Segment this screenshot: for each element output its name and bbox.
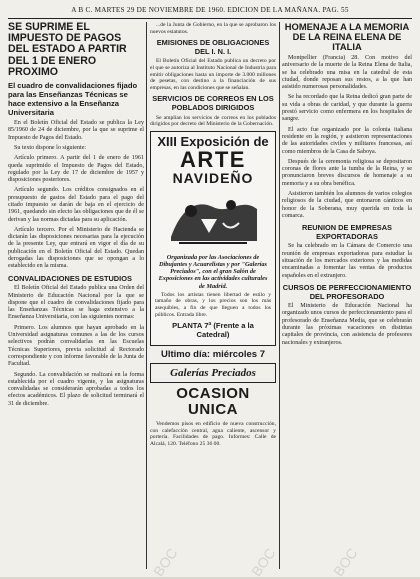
article-paragraph: El Boletín Oficial del Estado publica un decreto por el que se autoriza al Instituto Nacional de Industria para emitir obligaciones hasta un importe de 3.000 millones de pesetas, con destino a la financiación de sus empresas, en las condiciones que se señalan. xyxy=(150,58,276,91)
article-paragraph: Artículo tercero. Por el Ministerio de Hacienda se dictarán las disposiciones necesarias para la ejecución de la presente Ley, que entrará en vigor el día de su publicación en el Boletín Oficial del Estado. Quedan derogadas las disposiciones que se opongan a lo establecido en la misma. xyxy=(8,226,144,270)
running-head: A B C. MARTES 29 DE NOVIEMBRE DE 1960. EDICION DE LA MAÑANA. PAG. 55 xyxy=(71,6,349,14)
ad-title-arte: ARTE xyxy=(180,146,246,172)
article-paragraph: El Boletín Oficial del Estado publica una Orden del Ministerio de Educación Nacional por la que se dispone que el cuadro de convalidaciones fijado para las Enseñanzas Técnicas se haga extensivo a la Enseñanza Universitaria, con las siguientes normas: xyxy=(8,285,144,321)
archive-watermark: BOC xyxy=(248,545,279,579)
galerias-preciados-logo: Galerías Preciados xyxy=(150,363,276,383)
headline-impuesto: SE SUPRIME EL IMPUESTO DE PAGOS DEL ESTADO A PARTIR DEL 1 DE ENERO PROXIMO xyxy=(8,22,127,78)
headline-reina-elena: HOMENAJE A LA MEMORIA DE LA REINA ELENA DE ITALIA xyxy=(284,22,410,52)
article-paragraph: El Ministerio de Educación Nacional ha organizado unos cursos de perfeccionamiento para el profesorado de Enseñanza Media, que se celebrarán durante las próximas vacaciones en distintas capitales de provincia, con asistencia de profesores nacionales y extranjeros. xyxy=(282,303,412,346)
section-title-correos: SERVICIOS DE CORREOS EN LOS POBLADOS DIRIGIDOS xyxy=(152,94,274,112)
column-3 xyxy=(282,22,412,571)
article-paragraph: Se amplían los servicios de correos en los poblados dirigidos por decreto del Ministerio de la Gobernación. xyxy=(150,114,276,128)
column-2 xyxy=(150,22,276,571)
article-paragraph: En el Boletín Oficial del Estado se publica la Ley 85/1960 de 24 de diciembre, por la que se suprime el Impuesto de Pagos del Estado. xyxy=(8,120,144,141)
ad-title-navideno: NAVIDEÑO xyxy=(172,169,254,186)
article-paragraph: Artículo primero. A partir del 1 de enero de 1961 queda suprimido el Impuesto de Pagos del Estado, regulado por la Ley de 17 de diciembre de 1957 y disposiciones posteriores. xyxy=(8,155,144,184)
article-paragraph: Se ha recordado que la Reina dedicó gran parte de su vida a obras de caridad, y que durante la guerra prestó servicio como enfermera en los hospitales de sangre. xyxy=(282,94,412,123)
article-paragraph: Su texto dispone lo siguiente: xyxy=(14,144,87,151)
column-1 xyxy=(8,22,144,571)
section-title-convalidaciones: CONVALIDACIONES DE ESTUDIOS xyxy=(8,273,132,283)
ad-title: XIII Exposición de xyxy=(157,133,269,149)
article-paragraph: Artículo segundo. Los créditos consignados en el presupuesto de gastos del Estado para el pago del citado impuesto se darán de baja en el ejercicio de 1961, quedando sin efecto las obligaciones que de él se derivan y las normas dictadas para su aplicación. xyxy=(8,187,144,223)
archive-watermark: BOC xyxy=(150,545,181,579)
ad-body: Todos los artistas tienen libertad de estilo y tamaño de obras, y los precios son los más asequibles, a fin de que lleguen a todos los públicos. Entrada libre. xyxy=(155,291,271,318)
article-paragraph: Asistieron también los alumnos de varios colegios religiosos de la ciudad, que entonaron cánticos en honor de la Soberana, muy querida en toda la comarca. xyxy=(282,191,412,219)
article-continuation: ...de la Junta de Gobierno, en la que se aprobaron los nuevos estatutos. xyxy=(150,22,276,35)
header-rule xyxy=(8,18,412,19)
archive-watermark: BOC xyxy=(330,545,361,579)
article-paragraph: Se ha celebrado en la Cámara de Comercio una reunión de empresas exportadoras para estudiar la situación de los mercados exteriores y las medidas encaminadas a fomentar las ventas de productos españoles en el extranjero. xyxy=(282,243,412,279)
article-paragraph: Montpellier (Francia) 28. Con motivo del aniversario de la muerte de la Reina Elena de Italia, se ha celebrado una misa en la catedral de esta ciudad, donde reposan sus restos, a la que han asistido numerosas personalidades. xyxy=(282,55,412,91)
column-divider xyxy=(146,22,147,569)
ad-organizers: Organizada por las Asociaciones de Dibujantes y Acuarelistas y por "Galerías Preciados", con el gran Salón de Exposiciones en las actividades culturales de Madrid. xyxy=(158,253,268,290)
ocasion-unica-headline: OCASION UNICA xyxy=(176,385,250,419)
article-paragraph: Segundo. La convalidación se realizará en la forma establecida por el cuadro vigente, y las asignaturas convalidadas se considerarán aprobadas a todos los efectos académicos. El plazo de solicitud terminará el 31 de diciembre. xyxy=(8,371,144,407)
section-title-cursos: CURSOS DE PERFECCIONAMIENTO DEL PROFESORADO xyxy=(282,282,412,301)
section-title-exportadoras: REUNION DE EMPRESAS EXPORTADORAS xyxy=(302,223,392,241)
classified-text: Vendemos pisos en edificio de nueva construcción, con calefacción central, agua caliente, ascensor y portería. Facilidades de pago. Informes: Calle de Alcalá, 120. Teléfono 25 36 00. xyxy=(150,421,276,447)
article-paragraph: Primero. Los alumnos que hayan aprobado en la Universidad asignaturas comunes a las de los cursos selectivos podrán convalidarlas en las Escuelas Técnicas Superiores, previa solicitud al Rectorado correspondiente y con informe favorable de la Junta de Facultad. xyxy=(8,324,144,368)
section-title-emisiones: EMISIONES DE OBLIGACIONES DEL I. N. I. xyxy=(156,38,270,56)
column-divider xyxy=(279,22,280,569)
last-day-banner: Ultimo día: miércoles 7 xyxy=(160,349,265,361)
ad-location: PLANTA 7ª (Frente a la Catedral) xyxy=(172,321,254,340)
article-paragraph: Después de la ceremonia religiosa se depositaron coronas de flores ante la tumba de la Reina, y se pronunciaron breves discursos de homenaje a su memoria y a su obra benéfica. xyxy=(282,158,412,187)
subheadline-convalidaciones: El cuadro de convalidaciones fijado para las Enseñanzas Técnicas se hace extensivo a la Enseñanza Universitaria xyxy=(8,81,138,118)
article-paragraph: El acto fue organizado por la colonia italiana residente en la región, y asistieron representaciones de las autoridades civiles y militares francesas, así como miembros de la Casa de Saboya. xyxy=(282,126,412,155)
ad-illustration xyxy=(161,189,265,251)
exhibition-advertisement xyxy=(150,131,276,346)
